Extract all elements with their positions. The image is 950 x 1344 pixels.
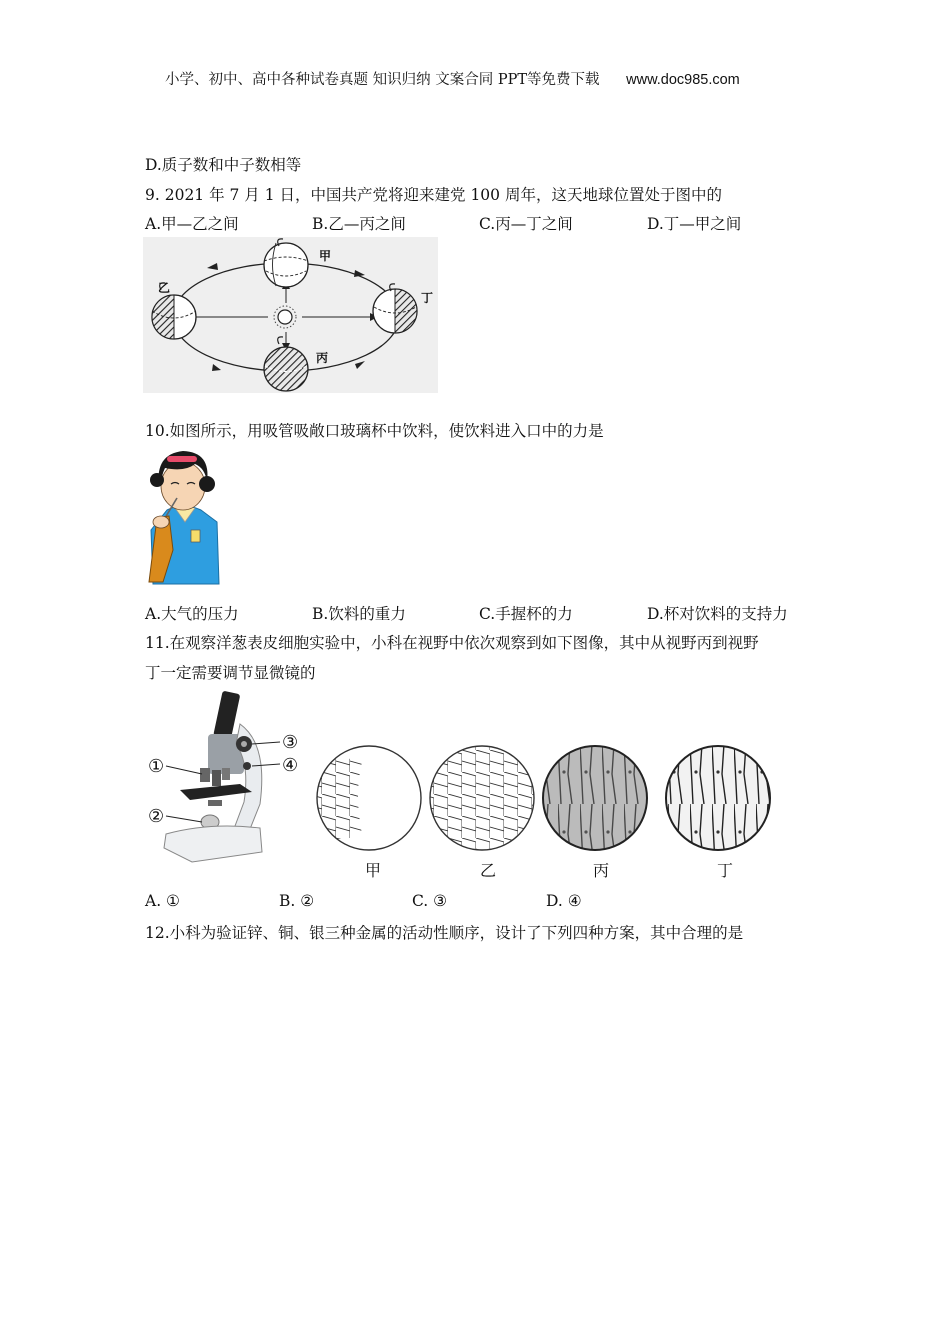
q11-option-a[interactable]: A. ① [145,892,180,910]
q9-stem: 9. 2021 年 7 月 1 日，中国共产党将迎来建党 100 周年，这天地球位置处于图中的 [145,186,722,204]
q11-option-d[interactable]: D. ④ [546,892,582,910]
view-bing [543,746,647,850]
q10-girl-figure [145,446,221,586]
q10-option-d[interactable]: D.杯对饮料的支持力 [647,605,788,623]
view-ding [666,746,770,850]
q11-option-b[interactable]: B. ② [279,892,315,910]
label-bing: 丙 [316,351,329,365]
q10-option-b[interactable]: B.饮料的重力 [312,605,406,623]
q11-option-c[interactable]: C. ③ [412,892,448,910]
microscope-label-3: ③ [282,732,299,753]
view-yi [430,746,534,850]
view-label-bing: 丙 [593,861,610,880]
q10-option-a[interactable]: A.大气的压力 [145,605,239,623]
q9-option-d[interactable]: D.丁—甲之间 [647,215,742,233]
microscope-label-1: ① [148,756,165,777]
microscope-label-2: ② [148,806,165,827]
q10-option-c[interactable]: C.手握杯的力 [479,605,573,623]
q9-option-a[interactable]: A.甲—乙之间 [145,215,239,233]
q11-stem-line2: 丁一定需要调节显微镜的 [145,664,316,682]
page-header [165,68,740,89]
view-label-jia: 甲 [365,861,382,880]
earth-jia [264,243,308,287]
microscope-label-4: ④ [282,755,299,776]
q9-orbit-figure [143,237,438,393]
view-label-ding: 丁 [717,861,734,880]
earth-ding [373,289,417,333]
earth-bing [264,347,308,391]
earth-yi [152,295,196,339]
header-url[interactable]: www.doc985.com [626,72,740,88]
header-text: 小学、初中、高中各种试卷真题 知识归纳 文案合同 PPT等免费下载 [165,72,600,88]
microscope-icon [164,691,262,862]
q9-option-b[interactable]: B.乙—丙之间 [312,215,406,233]
q11-stem-line1: 11.在观察洋葱表皮细胞实验中，小科在视野中依次观察到如下图像，其中从视野丙到视野 [145,634,759,652]
label-yi: 乙 [158,281,171,295]
label-ding: 丁 [421,291,434,305]
prev-option-d: D.质子数和中子数相等 [145,156,302,174]
q11-figure [140,684,780,884]
q9-option-c[interactable]: C.丙—丁之间 [479,215,573,233]
q10-stem: 10.如图所示，用吸管吸敞口玻璃杯中饮料，使饮料进入口中的力是 [145,422,604,440]
q12-stem: 12.小科为验证锌、铜、银三种金属的活动性顺序，设计了下列四种方案，其中合理的是 [145,924,744,942]
label-jia: 甲 [319,249,332,263]
view-label-yi: 乙 [480,861,497,880]
view-jia [317,746,421,850]
